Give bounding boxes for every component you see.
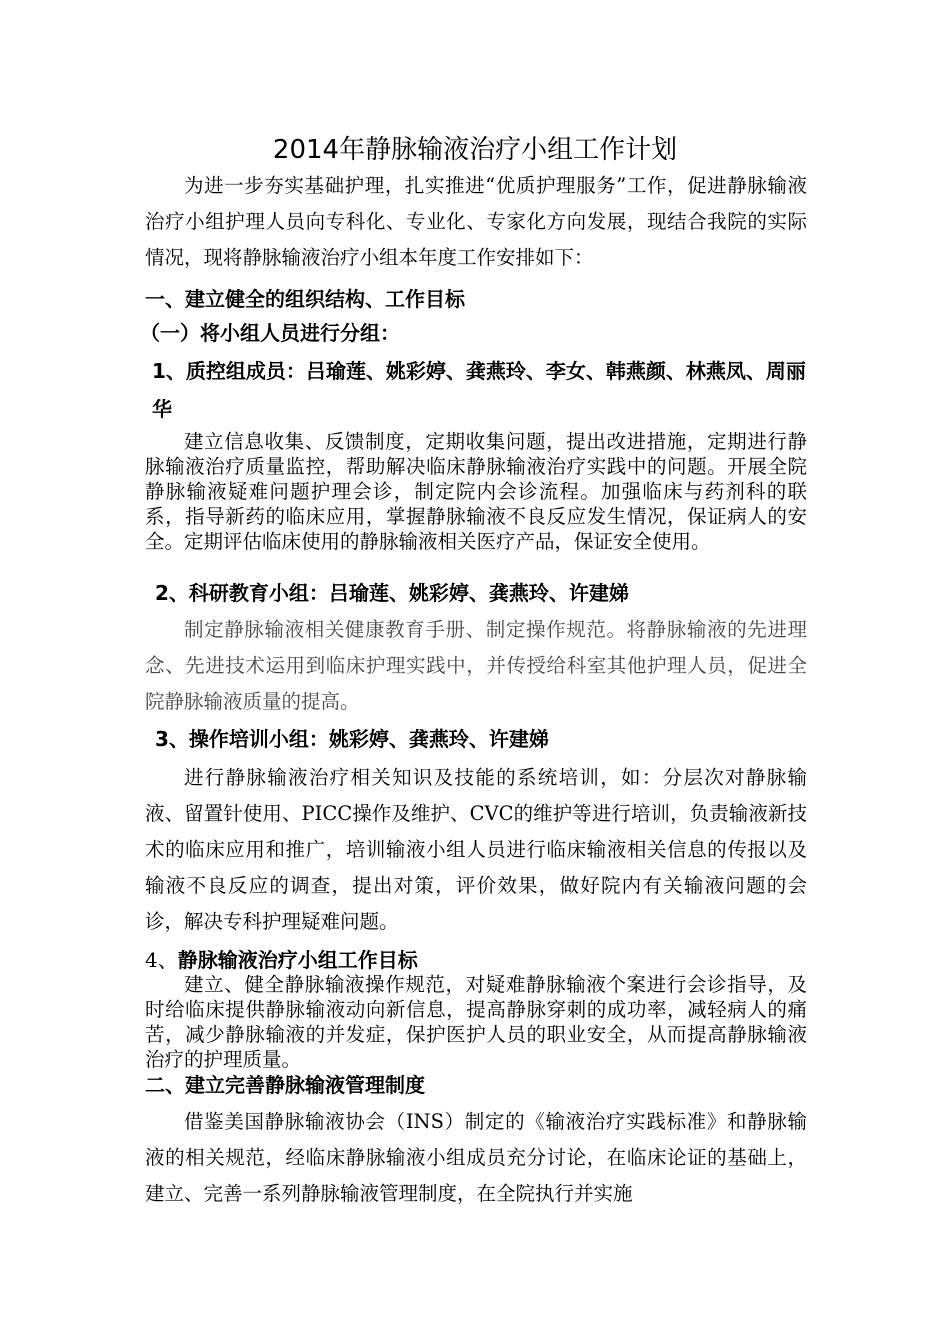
goal-heading: 静脉输液治疗小组工作目标 xyxy=(177,948,418,972)
intro-paragraph: 为进一步夯实基础护理，扎实推进“优质护理服务”工作，促进静脉输液治疗小组护理人员向专科化、专业化、专家化方向发展，现结合我院的实际情况，现将静脉输液治疗小组本年度工作安排如下： xyxy=(145,174,807,269)
group3-heading: 3、操作培训小组：姚彩婷、龚燕玲、许建娣 xyxy=(155,727,549,751)
section1-heading: 一、建立健全的组织结构、工作目标 xyxy=(145,287,465,311)
group1-body: 建立信息收集、反馈制度，定期收集问题，提出改进措施，定期进行静脉输液治疗质量监控，帮助解决临床静脉输液治疗实践中的问题。开展全院静脉输液疑难问题护理会诊，制定院内会诊流程。加强临床与药剂科的联系，指导新药的临床应用，掌握静脉输液不良反应发生情况，保证病人的安全。定期评估临床使用的静脉输液相关医疗产品，保证安全使用。 xyxy=(145,430,807,553)
section1-subheading: （一）将小组人员进行分组： xyxy=(140,321,400,345)
goal-heading-line xyxy=(145,946,807,974)
group2-heading: 2、科研教育小组：吕瑜莲、姚彩婷、龚燕玲、许建娣 xyxy=(155,581,629,605)
group1-heading: 1、质控组成员：吕瑜莲、姚彩婷、龚燕玲、李女、韩燕颜、林燕凤、周丽华 xyxy=(152,359,806,421)
group3-body: 进行静脉输液治疗相关知识及技能的系统培训，如：分层次对静脉输液、留置针使用、PICC操作及维护、CVC的维护等进行培训，负责输液新技术的临床应用和推广，培训输液小组人员进行临床输液相关信息的传报以及输液不良反应的调查，提出对策，评价效果，做好院内有关输液问题的会诊，解决专科护理疑难问题。 xyxy=(145,766,807,933)
goal-number: 4、 xyxy=(145,948,178,972)
section2-heading: 二、建立完善静脉输液管理制度 xyxy=(145,1073,425,1097)
goal-body: 建立、健全静脉输液操作规范，对疑难静脉输液个案进行会诊指导，及时给临床提供静脉输液动向新信息，提高静脉穿刺的成功率，减轻病人的痛苦，减少静脉输液的并发症，保护医护人员的职业安全，从而提高静脉输液治疗的护理质量。 xyxy=(145,973,807,1071)
group2-body: 制定静脉输液相关健康教育手册、制定操作规范。将静脉输液的先进理念、先进技术运用到临床护理实践中，并传授给科室其他护理人员，促进全院静脉输液质量的提高。 xyxy=(145,618,807,713)
section2-body: 借鉴美国静脉输液协会（INS）制定的《输液治疗实践标准》和静脉输液的相关规范，经临床静脉输液小组成员充分讨论，在临床论证的基础上，建立、完善一系列静脉输液管理制度，在全院执行并实施 xyxy=(145,1110,807,1205)
document-title: 2014年静脉输液治疗小组工作计划 xyxy=(272,135,678,165)
